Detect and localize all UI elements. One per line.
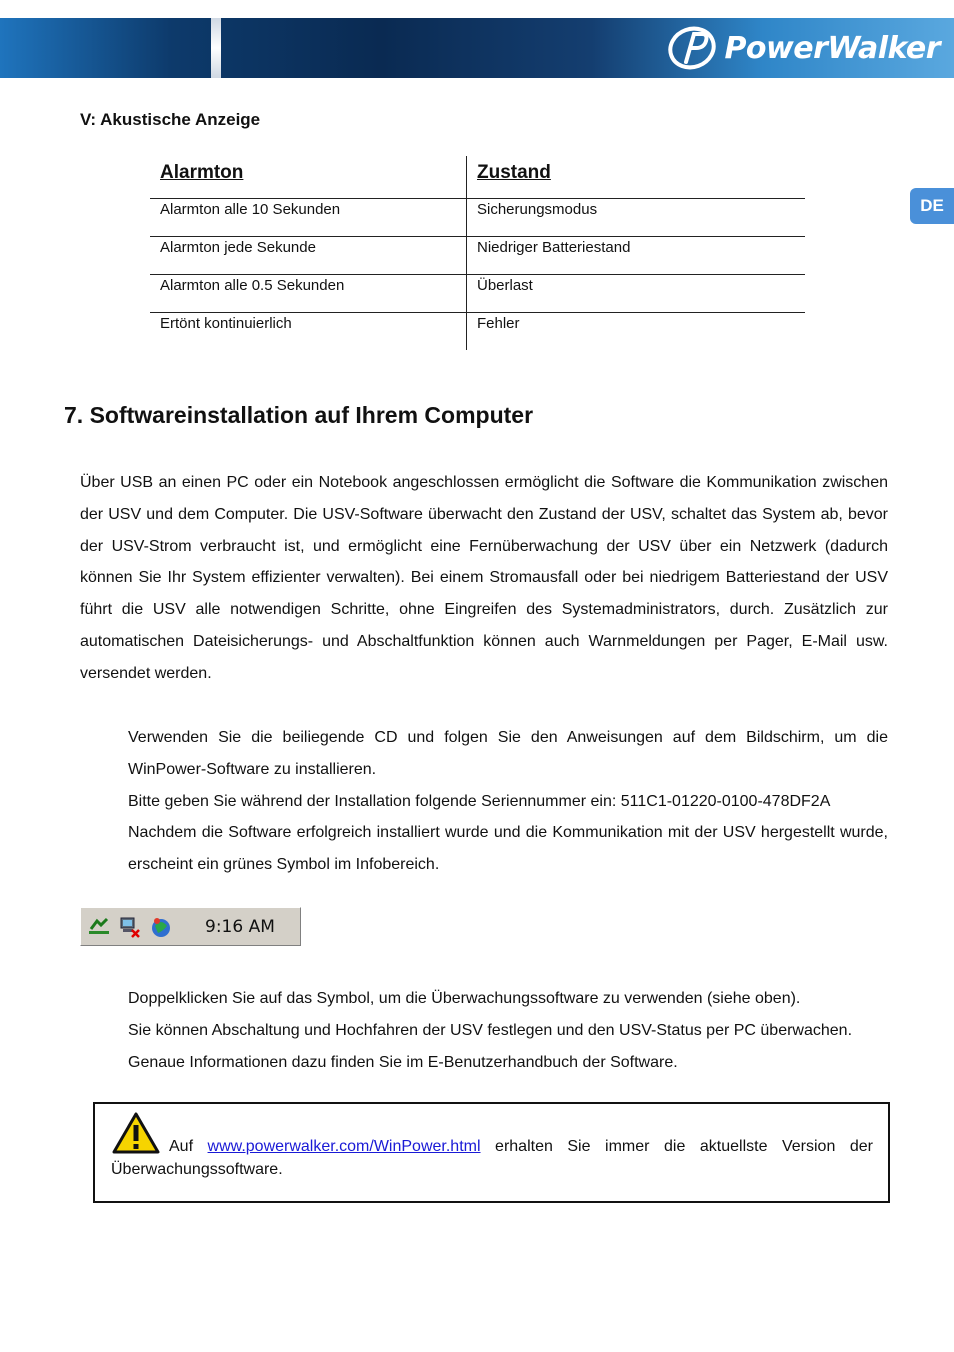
table-cell: Alarmton alle 10 Sekunden [150,199,467,237]
clock: 9:16 AM [205,917,275,937]
table-cell: Ertönt kontinuierlich [150,313,467,351]
system-tray [80,907,301,946]
table-cell: Überlast [467,275,806,313]
notice-box [93,1102,890,1203]
table-cell: Fehler [477,315,520,332]
table-cell: Alarmton jede Sekunde [150,237,467,275]
brand-name: PowerWalker [724,30,940,66]
brand-logo [666,24,940,72]
table-cell: Sicherungsmodus [467,199,806,237]
computer-disconnected-icon[interactable] [117,915,141,939]
column-header: Alarmton [150,156,467,199]
install-steps [128,722,888,881]
step-text: Bitte geben Sie während der Installation folgende Seriennummer ein: 511C1-01220-0100-478DF2A [128,792,831,810]
step-text: Verwenden Sie die beiliegende CD und folgen Sie den Anweisungen auf dem Bildschirm, um die WinPower-Software zu installieren. [128,729,888,778]
alarm-table [150,156,805,350]
table-row [150,237,805,275]
table-header-row [150,156,805,199]
column-header: Zustand [467,156,806,199]
usage-notes [128,983,888,1078]
notice-prefix: Auf [169,1138,194,1155]
notice-text [111,1135,873,1181]
table-cell: Niedriger Batteriestand [467,237,806,275]
network-icon[interactable] [87,915,111,939]
warning-icon [111,1111,161,1155]
table-row [150,313,805,351]
powerwalker-logo-icon [666,26,718,70]
table-row [150,199,805,237]
note-text: Doppelklicken Sie auf das Symbol, um die Überwachungssoftware zu verwenden (siehe oben). [128,990,801,1007]
table-cell: Alarmton alle 0.5 Sekunden [150,275,467,313]
language-tab[interactable]: DE [910,188,954,224]
note-text: Genaue Informationen dazu finden Sie im E-Benutzerhandbuch der Software. [128,1053,678,1071]
section-title: V: Akustische Anzeige [80,110,261,129]
notice-suffix: erhalten Sie immer die aktuellste Version der Überwachungssoftware. [111,1138,873,1178]
note-text: Sie können Abschaltung und Hochfahren der USV festlegen und den USV-Status per PC überwachen. [128,1021,853,1039]
header-divider [211,18,221,78]
intro-paragraph: Über USB an einen PC oder ein Notebook angeschlossen ermöglicht die Software die Kommunikation zwischen der USV und dem Computer. Die USV-Software überwacht den Zustand der USV, schaltet das System ab, bevor der USV-Strom verbraucht ist, und ermöglicht eine Fernüberwachung der USV über ein Netzwerk (dadurch können Sie Ihr System effizienter verwalten). Bei einem Stromausfall oder bei niedrigem Batteriestand der USV führt die USV alle notwendigen Schritte, ohne Eingreifen des Systemadministrators, durch. Zusätzlich zur automatischen Dateisicherungs- und Abschaltfunktion können auch Warnmeldungen per Pager, E-Mail usw. versendet werden. [80,474,888,682]
section-heading: 7. Softwareinstallation auf Ihrem Computer [64,402,534,428]
winpower-link[interactable]: www.powerwalker.com/WinPower.html [207,1138,481,1155]
winpower-icon[interactable] [149,915,173,939]
step-text: Nachdem die Software erfolgreich installiert wurde und die Kommunikation mit der USV hergestellt wurde, erscheint ein grünes Symbol im Infobereich. [128,824,888,874]
table-row [150,275,805,313]
